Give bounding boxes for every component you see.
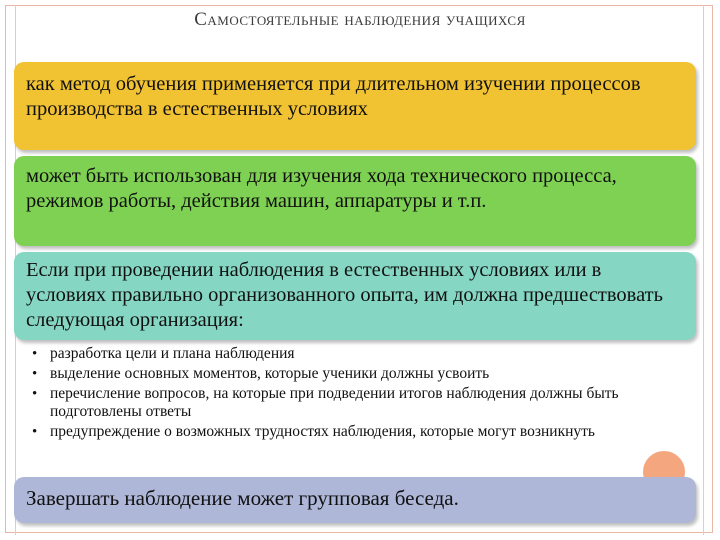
list-item: • выделение основных моментов, которые ученики должны усвоить [32,365,490,382]
text-box-organization-text: Если при проведении наблюдения в естественных условиях или в условиях правильно организованного опыта, им должна предшествовать следующая организация: [26,259,663,331]
bullet-icon: • [32,386,38,402]
bullet-icon: • [32,346,38,362]
slide-title: Самостоятельные наблюдения учащихся [194,9,526,30]
bullet-icon: • [32,366,38,382]
frame-rule-right [703,5,704,535]
organization-bullet-list [30,345,670,443]
list-item: • предупреждение о возможных трудностях наблюдения, которые могут возникнуть [32,423,595,440]
text-box-method [14,62,696,150]
text-box-method-text: как метод обучения применяется при длительном изучении процессов производства в естественных условиях [26,73,641,120]
bullet-icon: • [32,424,38,440]
text-box-usage [14,156,696,246]
text-box-conclusion [14,477,696,523]
text-box-usage-text: может быть использован для изучения хода технического процесса, режимов работы, действия машин, аппаратуры и т.п. [26,165,617,212]
list-item: • перечисление вопросов, на которые при подведении итогов наблюдения должны быть подготовлены ответы [32,385,619,420]
text-box-conclusion-text: Завершать наблюдение может групповая беседа. [26,486,459,510]
list-item: • разработка цели и плана наблюдения [32,345,295,362]
text-box-organization [14,252,696,340]
